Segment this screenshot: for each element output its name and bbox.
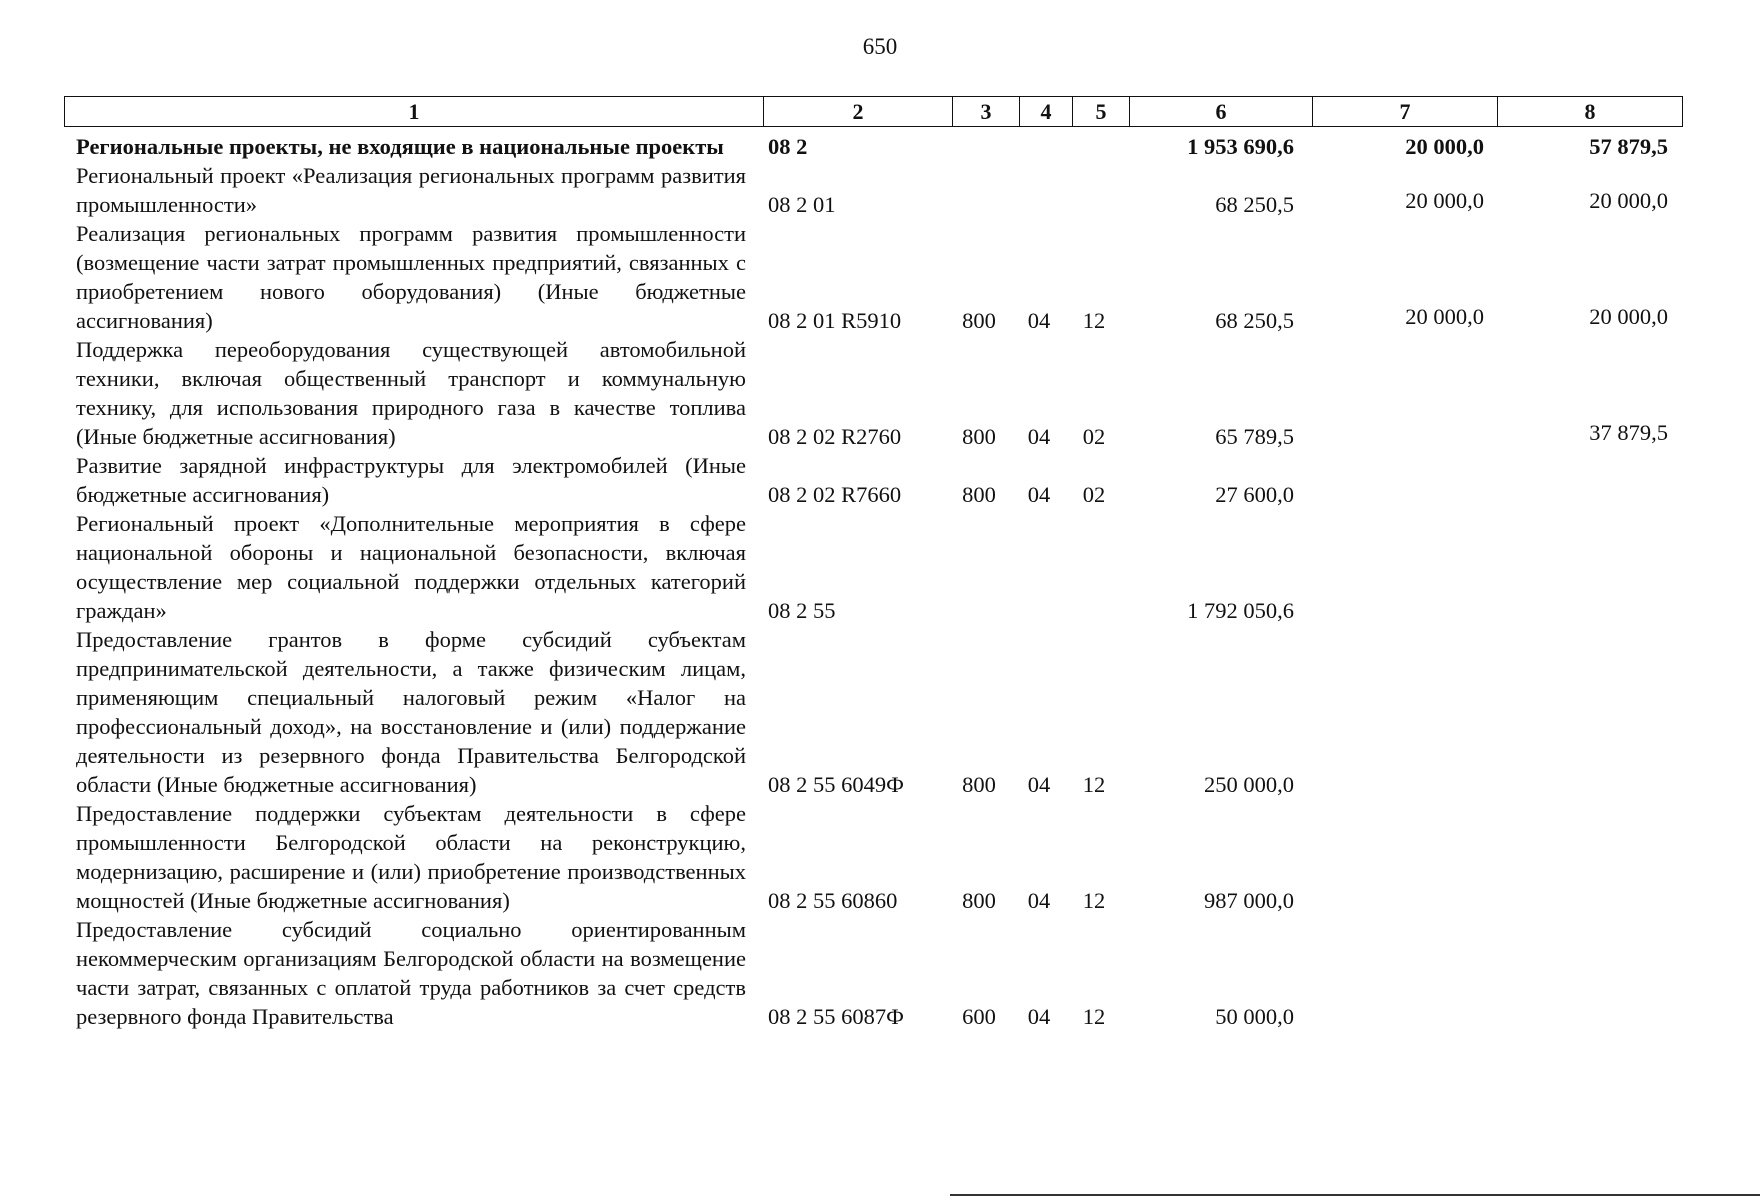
row-sum-col6: 68 250,5 xyxy=(1215,192,1294,217)
row-sum-col8: 57 879,5 xyxy=(1589,134,1668,159)
row-code: 08 2 55 6087Ф xyxy=(768,1004,904,1029)
row-rz: 04 xyxy=(1027,482,1051,507)
table-row xyxy=(64,161,1684,219)
row-pr: 02 xyxy=(1082,424,1106,449)
row-rz: 04 xyxy=(1027,772,1051,797)
row-pr: 12 xyxy=(1082,1004,1106,1029)
row-name: Региональный проект «Дополнительные мероприятия в сфере национальной обороны и национальной безопасности, включая осуществление мер социальной поддержки отдельных категорий граждан» xyxy=(76,511,746,623)
row-code: 08 2 55 60860 xyxy=(768,888,898,913)
row-sum-col6: 1 792 050,6 xyxy=(1187,598,1294,623)
column-header-8: 8 xyxy=(1498,97,1683,127)
row-vr: 800 xyxy=(962,308,996,333)
row-sum-col6: 65 789,5 xyxy=(1215,424,1294,449)
row-sum-col7: 20 000,0 xyxy=(1405,188,1484,213)
row-rz: 04 xyxy=(1027,424,1051,449)
row-code: 08 2 55 xyxy=(768,598,836,623)
column-header-5: 5 xyxy=(1073,97,1130,127)
row-code: 08 2 55 6049Ф xyxy=(768,772,904,797)
row-name: Реализация региональных программ развития промышленности (возмещение части затрат промышленных предприятий, связанных с приобретением нового оборудования) (Иные бюджетные ассигнования) xyxy=(76,221,746,333)
table-row xyxy=(64,625,1684,799)
row-sum-col6: 1 953 690,6 xyxy=(1187,134,1294,159)
row-pr: 12 xyxy=(1082,888,1106,913)
row-code: 08 2 02 R7660 xyxy=(768,482,902,507)
table-row xyxy=(64,335,1684,451)
row-vr: 800 xyxy=(962,424,996,449)
row-name: Развитие зарядной инфраструктуры для электромобилей (Иные бюджетные ассигнования) xyxy=(76,453,746,507)
row-vr: 800 xyxy=(962,888,996,913)
row-sum-col8: 37 879,5 xyxy=(1589,420,1668,445)
row-name: Предоставление поддержки субъектам деятельности в сфере промышленности Белгородской области на реконструкцию, модернизацию, расширение и (или) приобретение производственных мощностей (Иные бюджетные ассигнования) xyxy=(76,801,746,913)
row-vr: 800 xyxy=(962,482,996,507)
column-header-2: 2 xyxy=(764,97,953,127)
row-rz: 04 xyxy=(1027,1004,1051,1029)
table-row xyxy=(64,219,1684,335)
column-header-4: 4 xyxy=(1020,97,1073,127)
row-pr: 12 xyxy=(1082,772,1106,797)
row-name: Поддержка переоборудования существующей автомобильной техники, включая общественный транспорт и коммунальную технику, для использования природного газа в качестве топлива (Иные бюджетные ассигнования) xyxy=(76,337,746,449)
row-vr: 800 xyxy=(962,772,996,797)
row-sum-col7: 20 000,0 xyxy=(1405,304,1484,329)
row-sum-col6: 68 250,5 xyxy=(1215,308,1294,333)
column-header-6: 6 xyxy=(1130,97,1313,127)
row-pr: 12 xyxy=(1082,308,1106,333)
row-sum-col6: 50 000,0 xyxy=(1215,1004,1294,1029)
budget-table-body xyxy=(64,132,1684,1031)
column-header-3: 3 xyxy=(953,97,1020,127)
row-rz: 04 xyxy=(1027,888,1051,913)
column-header-7: 7 xyxy=(1313,97,1498,127)
row-sum-col6: 250 000,0 xyxy=(1204,772,1294,797)
column-header-1: 1 xyxy=(65,97,764,127)
table-row xyxy=(64,799,1684,915)
row-vr: 600 xyxy=(962,1004,996,1029)
row-pr: 02 xyxy=(1082,482,1106,507)
row-code: 08 2 01 R5910 xyxy=(768,308,902,333)
table-row xyxy=(64,915,1684,1031)
row-sum-col8: 20 000,0 xyxy=(1589,188,1668,213)
row-sum-col8: 20 000,0 xyxy=(1589,304,1668,329)
table-row xyxy=(64,509,1684,625)
table-row xyxy=(64,132,1684,161)
table-row xyxy=(64,451,1684,509)
page-number: 650 xyxy=(862,34,898,59)
row-sum-col7: 20 000,0 xyxy=(1405,134,1484,159)
row-name: Предоставление субсидий социально ориентированным некоммерческим организациям Белгородской области на возмещение части затрат, связанных с оплатой труда работников за счет средств резервного фонда Правительства xyxy=(76,917,746,1029)
page-bottom-rule xyxy=(950,1194,1760,1196)
row-name: Предоставление грантов в форме субсидий субъектам предпринимательской деятельности, а также физическим лицам, применяющим специальный налоговый режим «Налог на профессиональный доход», на восстановление и (или) поддержание деятельности из резервного фонда Правительства Белгородской области (Иные бюджетные ассигнования) xyxy=(76,627,746,797)
row-code: 08 2 xyxy=(768,134,808,159)
row-name: Региональные проекты, не входящие в национальные проекты xyxy=(76,134,724,159)
row-sum-col6: 27 600,0 xyxy=(1215,482,1294,507)
row-rz: 04 xyxy=(1027,308,1051,333)
row-name: Региональный проект «Реализация региональных программ развития промышленности» xyxy=(76,163,746,217)
row-sum-col6: 987 000,0 xyxy=(1204,888,1294,913)
row-code: 08 2 02 R2760 xyxy=(768,424,902,449)
row-code: 08 2 01 xyxy=(768,192,836,217)
column-header-row xyxy=(64,96,1683,127)
